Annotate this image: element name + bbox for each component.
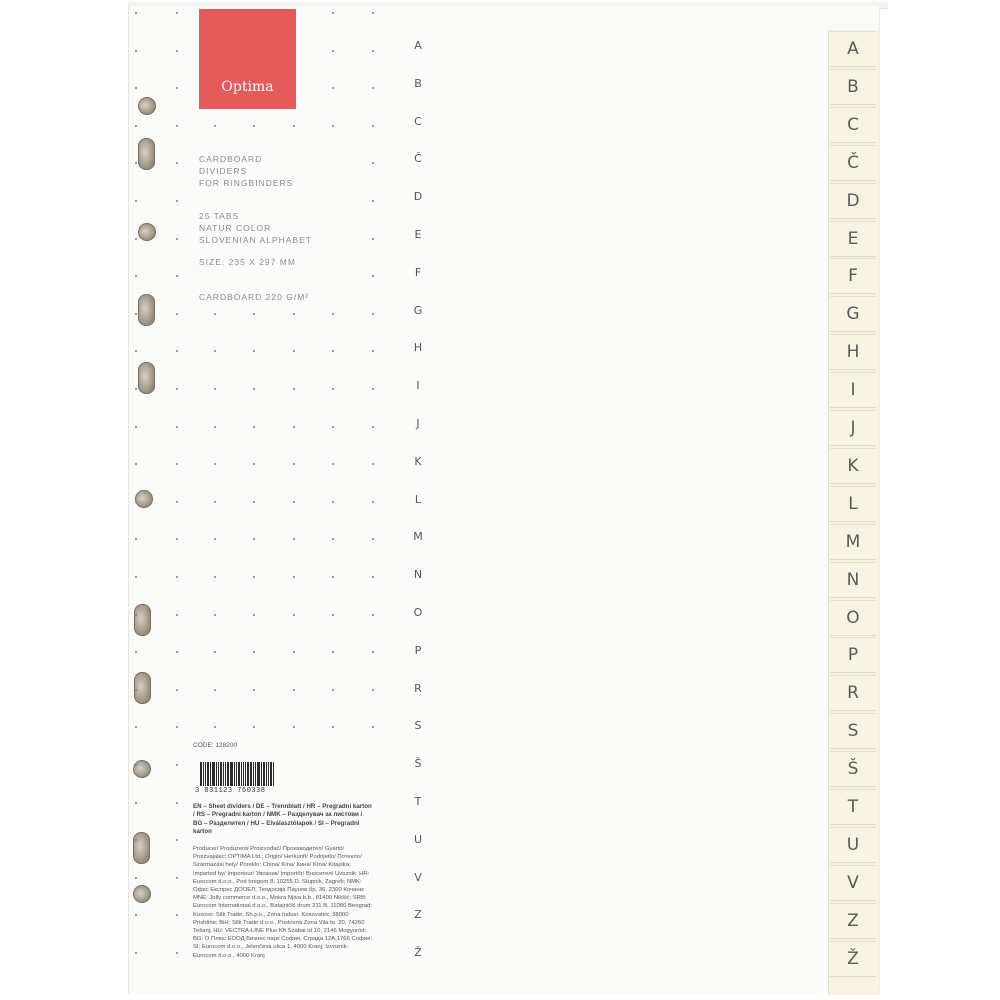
barcode-bar bbox=[247, 762, 249, 786]
grid-dot bbox=[135, 350, 137, 352]
barcode-bar bbox=[203, 762, 204, 786]
sheet-letter: M bbox=[413, 530, 423, 544]
grid-dot bbox=[332, 125, 334, 127]
grid-dot bbox=[135, 877, 137, 879]
binder-hole bbox=[138, 97, 156, 115]
sheet-letter: T bbox=[414, 795, 422, 808]
barcode-bar bbox=[266, 762, 267, 786]
sheet-letter: B bbox=[414, 76, 422, 90]
barcode-bar bbox=[205, 762, 206, 786]
grid-dot bbox=[214, 689, 216, 691]
barcode-bar bbox=[268, 762, 269, 786]
grid-dot bbox=[332, 87, 334, 89]
index-tab[interactable]: V bbox=[830, 865, 876, 901]
index-tab[interactable]: B bbox=[830, 69, 876, 105]
grid-dot bbox=[176, 350, 178, 352]
barcode-bar bbox=[270, 762, 272, 786]
grid-dot bbox=[253, 313, 255, 315]
index-tab[interactable]: A bbox=[830, 31, 876, 67]
grid-dot bbox=[176, 50, 178, 52]
sheet-letter: I bbox=[416, 379, 420, 393]
grid-dot bbox=[176, 538, 178, 540]
index-tab[interactable]: S bbox=[830, 713, 876, 749]
index-tab[interactable]: K bbox=[830, 448, 876, 484]
grid-dot bbox=[332, 12, 334, 14]
grid-dot bbox=[253, 614, 255, 616]
grid-dot bbox=[176, 463, 178, 465]
grid-dot bbox=[135, 651, 137, 653]
grid-dot bbox=[214, 538, 216, 540]
grid-dot bbox=[176, 914, 178, 916]
grid-dot bbox=[293, 350, 295, 352]
grid-dot bbox=[176, 125, 178, 127]
grid-dot bbox=[253, 651, 255, 653]
grid-dot bbox=[135, 50, 137, 52]
grid-dot bbox=[372, 313, 374, 315]
grid-dot bbox=[372, 576, 374, 578]
grid-dot bbox=[372, 200, 374, 202]
index-tab[interactable]: Š bbox=[830, 751, 876, 787]
grid-dot bbox=[372, 50, 374, 52]
grid-dot bbox=[135, 200, 137, 202]
barcode-bar bbox=[200, 762, 202, 786]
grid-dot bbox=[372, 426, 374, 428]
grid-dot bbox=[176, 839, 178, 841]
sheet-letter: F bbox=[414, 265, 422, 279]
grid-dot bbox=[253, 501, 255, 503]
grid-dot bbox=[135, 125, 137, 127]
sheet-letter: L bbox=[414, 492, 422, 506]
sheet-letter: A bbox=[414, 39, 422, 52]
grid-dot bbox=[214, 614, 216, 616]
sheet-letter: G bbox=[413, 303, 423, 317]
grid-dot bbox=[135, 12, 137, 14]
grid-dot bbox=[293, 125, 295, 127]
binder-hole bbox=[138, 294, 155, 326]
grid-dot bbox=[214, 651, 216, 653]
grid-dot bbox=[372, 12, 374, 14]
grid-dot bbox=[372, 501, 374, 503]
sheet-letter: R bbox=[414, 681, 422, 695]
grid-dot bbox=[176, 877, 178, 879]
grid-dot bbox=[135, 388, 137, 390]
spec-line: DIVIDERS bbox=[199, 166, 248, 176]
spec-line: CARDBOARD 220 G/M² bbox=[199, 292, 310, 302]
binder-hole bbox=[134, 604, 151, 636]
barcode-bar bbox=[212, 762, 215, 786]
sheet-letter: V bbox=[414, 870, 422, 884]
sheet-letter: Ž bbox=[414, 946, 422, 960]
index-tab[interactable]: H bbox=[830, 334, 876, 370]
barcode-bar bbox=[273, 762, 274, 786]
binder-hole bbox=[138, 138, 155, 170]
grid-dot bbox=[176, 275, 178, 277]
barcode-bar bbox=[236, 762, 237, 786]
grid-dot bbox=[135, 538, 137, 540]
grid-dot bbox=[214, 726, 216, 728]
grid-dot bbox=[332, 651, 334, 653]
index-tab[interactable]: U bbox=[830, 827, 876, 863]
grid-dot bbox=[176, 689, 178, 691]
grid-dot bbox=[176, 200, 178, 202]
grid-dot bbox=[135, 275, 137, 277]
binder-hole bbox=[134, 672, 151, 704]
sheet-letter: D bbox=[413, 190, 423, 204]
grid-dot bbox=[372, 275, 374, 277]
grid-dot bbox=[332, 350, 334, 352]
grid-dot bbox=[332, 689, 334, 691]
grid-dot bbox=[293, 538, 295, 540]
index-tab[interactable]: T bbox=[830, 789, 876, 825]
sheet-letter: O bbox=[413, 606, 423, 619]
binder-hole bbox=[138, 362, 155, 394]
grid-dot bbox=[332, 614, 334, 616]
index-tab[interactable]: D bbox=[830, 183, 876, 219]
grid-dot bbox=[135, 313, 137, 315]
grid-dot bbox=[176, 162, 178, 164]
grid-dot bbox=[372, 162, 374, 164]
grid-dot bbox=[135, 726, 137, 728]
sheet-letter: S bbox=[414, 719, 422, 733]
spec-line: CARDBOARD bbox=[199, 154, 263, 164]
grid-dot bbox=[253, 576, 255, 578]
barcode-bar bbox=[245, 762, 246, 786]
grid-dot bbox=[135, 576, 137, 578]
grid-dot bbox=[332, 50, 334, 52]
sheet-letter: K bbox=[414, 454, 422, 468]
grid-dot bbox=[332, 388, 334, 390]
sheet-letter: P bbox=[414, 643, 422, 657]
spec-line: 25 TABS bbox=[199, 211, 240, 221]
product-description: EN – Sheet dividers / DE – Trennblatt / HR – Pregradni karton / RS – Pregradni karton / NMK – Разделувач за листови / BG – Разделител / HU – Elválasztólapok / SI – Pregradni karton bbox=[193, 803, 372, 836]
index-tab[interactable]: I bbox=[830, 372, 876, 408]
sheet-letter: H bbox=[413, 341, 423, 355]
barcode-bar bbox=[261, 762, 262, 786]
grid-dot bbox=[214, 313, 216, 315]
barcode-bar bbox=[225, 762, 226, 786]
index-tab[interactable]: Č bbox=[830, 145, 876, 181]
grid-dot bbox=[135, 238, 137, 240]
grid-dot bbox=[176, 764, 178, 766]
grid-dot bbox=[135, 501, 137, 503]
grid-dot bbox=[372, 87, 374, 89]
grid-dot bbox=[253, 125, 255, 127]
sheet-letter: U bbox=[413, 832, 423, 846]
binder-hole bbox=[133, 760, 151, 778]
binder-hole bbox=[135, 490, 153, 508]
index-tab[interactable]: E bbox=[830, 221, 876, 257]
grid-dot bbox=[135, 426, 137, 428]
barcode-bar bbox=[257, 762, 260, 786]
index-tab[interactable]: F bbox=[830, 258, 876, 294]
barcode-bar bbox=[220, 762, 222, 786]
index-tab[interactable]: G bbox=[830, 296, 876, 332]
grid-dot bbox=[293, 726, 295, 728]
binder-hole bbox=[133, 832, 150, 864]
grid-dot bbox=[293, 313, 295, 315]
grid-dot bbox=[293, 576, 295, 578]
sheet-letter: E bbox=[414, 228, 422, 241]
grid-dot bbox=[293, 388, 295, 390]
grid-dot bbox=[372, 651, 374, 653]
sheet-letter: C bbox=[414, 114, 422, 128]
grid-dot bbox=[135, 914, 137, 916]
spec-line: SLOVENIAN ALPHABET bbox=[199, 235, 312, 245]
grid-dot bbox=[253, 350, 255, 352]
sheet-letter: Z bbox=[414, 908, 422, 922]
optima-logo bbox=[199, 9, 296, 109]
barcode-bar bbox=[255, 762, 256, 786]
grid-dot bbox=[372, 538, 374, 540]
index-tab[interactable]: P bbox=[830, 637, 876, 673]
barcode-bar bbox=[223, 762, 224, 786]
barcode-bar bbox=[210, 762, 211, 786]
grid-dot bbox=[293, 426, 295, 428]
spec-line: FOR RINGBINDERS bbox=[199, 178, 294, 188]
grid-dot bbox=[293, 689, 295, 691]
grid-dot bbox=[293, 463, 295, 465]
grid-dot bbox=[214, 426, 216, 428]
grid-dot bbox=[176, 426, 178, 428]
spec-line: NATUR COLOR bbox=[199, 223, 272, 233]
grid-dot bbox=[214, 388, 216, 390]
grid-dot bbox=[176, 238, 178, 240]
barcode-bar bbox=[253, 762, 254, 786]
index-tab[interactable]: N bbox=[830, 562, 876, 598]
grid-dot bbox=[372, 726, 374, 728]
grid-dot bbox=[214, 125, 216, 127]
grid-dot bbox=[214, 350, 216, 352]
grid-dot bbox=[135, 952, 137, 954]
index-tab[interactable]: L bbox=[830, 486, 876, 522]
grid-dot bbox=[293, 651, 295, 653]
grid-dot bbox=[332, 463, 334, 465]
grid-dot bbox=[372, 689, 374, 691]
barcode-bar bbox=[250, 762, 252, 786]
logo-text: Optima bbox=[221, 79, 274, 95]
grid-dot bbox=[135, 463, 137, 465]
binder-hole bbox=[138, 223, 156, 241]
grid-dot bbox=[135, 802, 137, 804]
grid-dot bbox=[135, 689, 137, 691]
grid-dot bbox=[176, 576, 178, 578]
grid-dot bbox=[214, 576, 216, 578]
grid-dot bbox=[176, 313, 178, 315]
producer-info: Producer/ Produzent/ Proizvođač/ Производител/ Gyártó/ Proizvajalec: OPTIMA Ltd.; Origin/ Herkunft/ Podrijetlo/ Потекло/ Származási hely/ Poreklo: China/ Kina/ Кина/ Kína/ Kitajska; Imported by/ Importeur/ Увозник/ Importőr/ Вносител/ Uvoznik: HR: Eurocom d.o.o., Pod bregom 8, 10255 D. Stupnik, Zagreb; NMK: Офис Експрес ДООЕЛ, Теодосија Паунов бр. 36, 2300 Кочани; MNE: Jolly commerce d.o.o., Mokra Njiva b.b., 81400 Nikšić; SRB: Eurocom International d.o.o., Batajnički drum 211 B, 11080 Beograd; Kosove: Silk Trade, Sh.p.k., Zona Indust. Kosovatex, 38000 Prishtine; BiH: Silk Trade d.o.o., Poslovna Zona Vila br. 20, 74260 Tešanj; HU: VECTRA-LINE Plus Kft Szabai út 10, 2146 Mogyoród; BG: О Плюс ЕООД Бизнес парк София, Сграда 12А,1766 София; SI: Eurocom d.o.o., Jelenčeva ulica 1, 4000 Kranj; Izvoznik: Eurocom d.o.o., 4000 Kranj bbox=[193, 846, 372, 959]
grid-dot bbox=[372, 125, 374, 127]
barcode-bar bbox=[263, 762, 265, 786]
grid-dot bbox=[372, 350, 374, 352]
grid-dot bbox=[135, 87, 137, 89]
grid-dot bbox=[332, 538, 334, 540]
grid-dot bbox=[293, 501, 295, 503]
barcode-bar bbox=[234, 762, 235, 786]
grid-dot bbox=[332, 726, 334, 728]
grid-dot bbox=[176, 12, 178, 14]
spec-line: SIZE: 235 X 297 MM bbox=[199, 257, 296, 267]
grid-dot bbox=[176, 802, 178, 804]
sheet-letter: J bbox=[416, 417, 420, 430]
grid-dot bbox=[332, 501, 334, 503]
binder-hole bbox=[133, 885, 151, 903]
grid-dot bbox=[293, 614, 295, 616]
grid-dot bbox=[176, 501, 178, 503]
grid-dot bbox=[253, 388, 255, 390]
grid-dot bbox=[135, 614, 137, 616]
index-tab[interactable]: J bbox=[830, 410, 876, 446]
index-tab[interactable]: R bbox=[830, 675, 876, 711]
sheet-letter: Š bbox=[414, 757, 422, 771]
index-tab[interactable]: O bbox=[830, 600, 876, 636]
grid-dot bbox=[135, 764, 137, 766]
barcode-bar bbox=[230, 762, 233, 786]
grid-dot bbox=[253, 463, 255, 465]
grid-dot bbox=[253, 726, 255, 728]
grid-dot bbox=[176, 87, 178, 89]
grid-dot bbox=[214, 501, 216, 503]
barcode-bar bbox=[207, 762, 209, 786]
grid-dot bbox=[253, 538, 255, 540]
grid-dot bbox=[372, 388, 374, 390]
grid-dot bbox=[372, 614, 374, 616]
grid-dot bbox=[176, 952, 178, 954]
index-tab[interactable]: Ž bbox=[830, 941, 876, 977]
grid-dot bbox=[214, 463, 216, 465]
grid-dot bbox=[176, 388, 178, 390]
barcode-bar bbox=[243, 762, 244, 786]
sheet-letter: N bbox=[413, 568, 423, 582]
barcode-number: 3 831123 760338 bbox=[195, 787, 266, 795]
grid-dot bbox=[332, 426, 334, 428]
grid-dot bbox=[332, 576, 334, 578]
barcode-bar bbox=[216, 762, 217, 786]
index-tab[interactable]: M bbox=[830, 524, 876, 560]
barcode-bar bbox=[227, 762, 229, 786]
grid-dot bbox=[135, 162, 137, 164]
barcode-bar bbox=[238, 762, 240, 786]
grid-dot bbox=[176, 651, 178, 653]
barcode-bar bbox=[241, 762, 242, 786]
grid-dot bbox=[372, 463, 374, 465]
sheet-letter: Č bbox=[414, 152, 422, 166]
barcode-bar bbox=[218, 762, 219, 786]
barcode-image bbox=[200, 762, 278, 786]
grid-dot bbox=[135, 839, 137, 841]
grid-dot bbox=[372, 238, 374, 240]
grid-dot bbox=[332, 313, 334, 315]
product-code: CODE: 128200 bbox=[193, 742, 238, 749]
grid-dot bbox=[253, 426, 255, 428]
grid-dot bbox=[253, 689, 255, 691]
grid-dot bbox=[176, 726, 178, 728]
index-tab[interactable]: Z bbox=[830, 903, 876, 939]
grid-dot bbox=[176, 614, 178, 616]
index-tab[interactable]: C bbox=[830, 107, 876, 143]
